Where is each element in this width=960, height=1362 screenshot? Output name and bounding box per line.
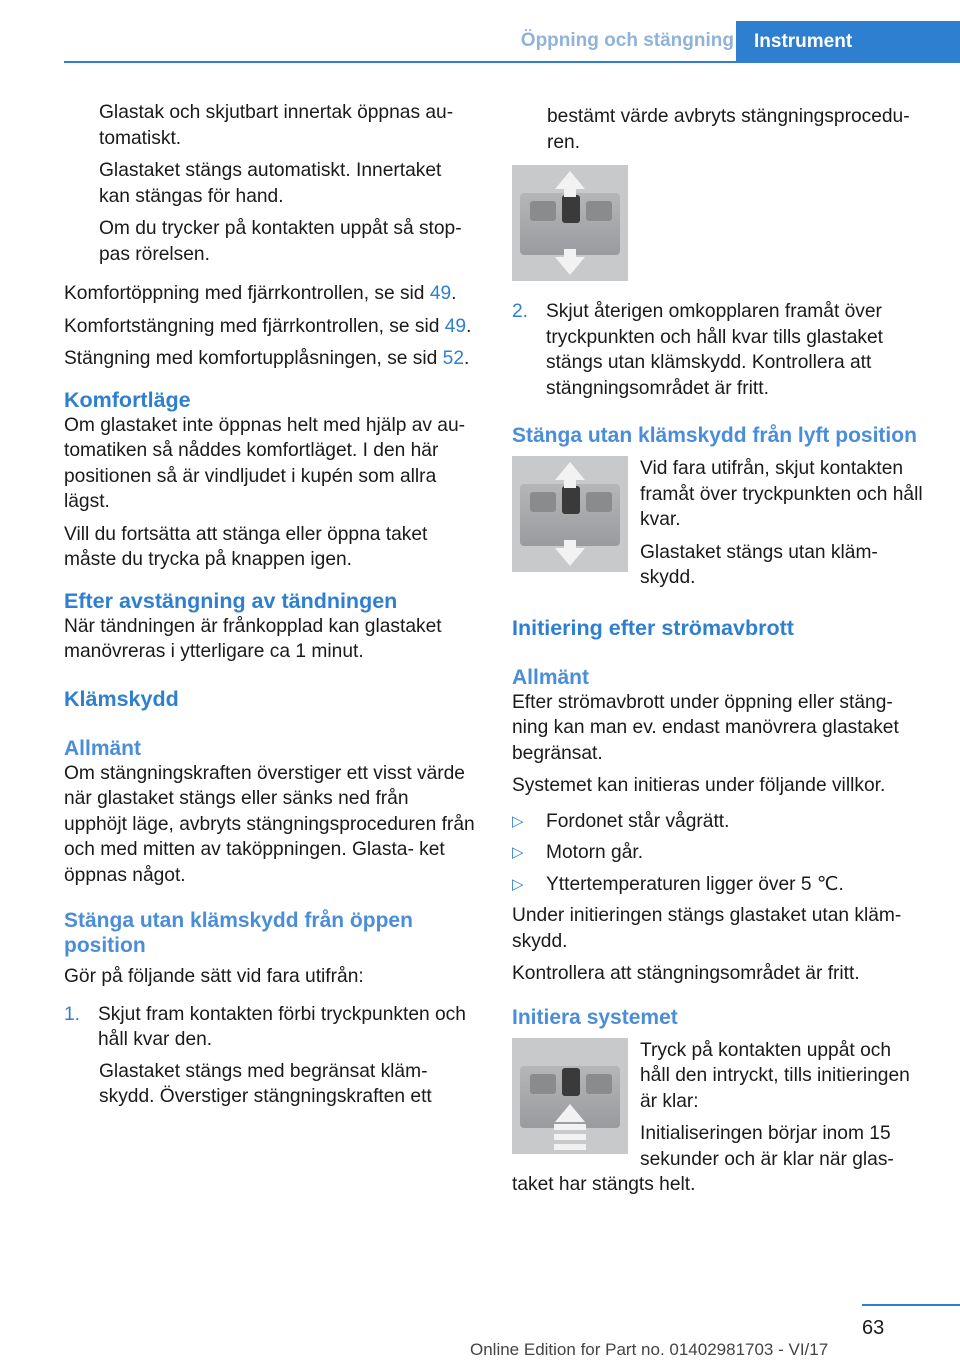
paragraph: Gör på följande sätt vid fara utifrån: bbox=[64, 966, 364, 987]
paragraph: Stängning med komfortupplåsningen, se sid 52. bbox=[64, 348, 470, 369]
roof-switch-illustration bbox=[512, 456, 628, 572]
paragraph: Vill du fortsätta att stänga eller öppna taket måste du trycka på knappen igen. bbox=[64, 523, 428, 570]
right-column bbox=[512, 104, 924, 1205]
heading-allmant: Allmänt bbox=[64, 736, 142, 760]
heading-efter-avstangning: Efter avstängning av tändningen bbox=[64, 588, 398, 613]
list-item: ▷ Fordonet står vågrätt. bbox=[512, 809, 924, 835]
list-number: 2. bbox=[512, 301, 529, 322]
arrow-down-icon bbox=[555, 548, 585, 566]
paragraph: Kontrollera att stängningsområdet är fritt. bbox=[512, 963, 860, 984]
page-number-rule bbox=[862, 1304, 960, 1306]
paragraph: Glastaket stängs automatiskt. Innertaket kan stängas för hand. bbox=[99, 160, 442, 207]
paragraph: Efter strömavbrott under öppning eller stäng‐ ning kan man ev. endast manövrera glastaket begränsat. bbox=[512, 691, 899, 764]
list-item: ▷ Motorn går. bbox=[512, 840, 924, 866]
paragraph: Vid fara utifrån, skjut kontakten framåt över tryckpunkten och håll kvar. bbox=[640, 458, 923, 530]
page-link-49[interactable]: 49 bbox=[429, 283, 452, 304]
paragraph: Systemet kan initieras under följande villkor. bbox=[512, 775, 886, 796]
heading-klamskydd: Klämskydd bbox=[64, 686, 179, 711]
triangle-bullet-icon: ▷ bbox=[512, 812, 524, 830]
paragraph: Initialiseringen börjar inom 15 sekunder och är klar när glas‐ taket har stängts helt. bbox=[512, 1123, 894, 1195]
arrow-up-icon bbox=[555, 171, 585, 189]
list-item: ▷ Yttertemperaturen ligger över 5 ℃. bbox=[512, 872, 924, 898]
paragraph: Komfortstängning med fjärrkontrollen, se sid 49. bbox=[64, 315, 472, 337]
paragraph: Under initieringen stängs glastaket utan kläm‐ skydd. bbox=[512, 905, 902, 952]
paragraph: Tryck på kontakten uppåt och håll den intryckt, tills initieringen är klar: bbox=[640, 1039, 910, 1112]
header-chapter-tab: Instrument bbox=[736, 21, 960, 63]
page-link-49[interactable]: 49 bbox=[444, 315, 467, 337]
heading-stanga-oppen: Stänga utan klämskydd från öppen position bbox=[64, 909, 413, 957]
roof-switch-press-illustration bbox=[512, 1038, 628, 1154]
triangle-bullet-icon: ▷ bbox=[512, 844, 524, 861]
paragraph: Om stängningskraften överstiger ett visst värde när glastaket stängs eller sänks ned från upphöjt läge, avbryts stängningsproceduren från och med mitten av taköppningen. Glasta‐ ket öppnas något. bbox=[64, 762, 475, 886]
heading-initiering: Initiering efter strömavbrott bbox=[512, 615, 794, 640]
list-item: 2. Skjut återigen omkopplaren framåt över tryckpunkten och håll kvar tills glastaket stängs utan klämskydd. Kontrollera att stängningsområdet är fritt. bbox=[512, 301, 883, 399]
header-section: Öppning och stängning bbox=[520, 30, 734, 51]
heading-stanga-lyft: Stänga utan klämskydd från lyft position bbox=[512, 424, 917, 447]
left-column bbox=[64, 100, 476, 1117]
roof-switch-illustration bbox=[512, 165, 628, 281]
page-number: 63 bbox=[862, 1317, 885, 1339]
paragraph: Om glastaket inte öppnas helt med hjälp av au‐ tomatiken så nåddes komfortläget. I den här positionen så är vindljudet i kupén som allra lägst. bbox=[64, 414, 466, 512]
paragraph: Glastak och skjutbart innertak öppnas au‐ tomatiskt. bbox=[99, 102, 454, 149]
page-link-52[interactable]: 52 bbox=[442, 348, 464, 369]
list-item: 1. Skjut fram kontakten förbi tryckpunkten och håll kvar den. bbox=[64, 1003, 466, 1050]
paragraph: När tändningen är frånkopplad kan glastaket manövreras i ytterligare ca 1 minut. bbox=[64, 615, 442, 662]
paragraph: bestämt värde avbryts stängningsprocedu‐ ren. bbox=[547, 106, 910, 153]
list-number: 1. bbox=[64, 1003, 81, 1025]
header-rule bbox=[64, 61, 736, 63]
paragraph: Glastaket stängs utan kläm‐ skydd. bbox=[640, 541, 878, 588]
paragraph: Om du trycker på kontakten uppåt så stop‐ pas rörelsen. bbox=[99, 218, 462, 265]
arrow-down-icon bbox=[555, 257, 585, 275]
arrow-up-icon bbox=[555, 1104, 585, 1122]
heading-initiera-systemet: Initiera systemet bbox=[512, 1005, 678, 1029]
heading-allmant: Allmänt bbox=[512, 665, 590, 689]
paragraph: Komfortöppning med fjärrkontrollen, se sid 49. bbox=[64, 283, 457, 304]
heading-komfortlage: Komfortläge bbox=[64, 387, 191, 412]
triangle-bullet-icon: ▷ bbox=[512, 875, 524, 893]
arrow-up-icon bbox=[555, 462, 585, 480]
paragraph: Glastaket stängs med begränsat kläm‐ skydd. Överstiger stängningskraften ett bbox=[99, 1060, 432, 1107]
footer-edition: Online Edition for Part no. 01402981703 - VI/17 bbox=[470, 1340, 829, 1359]
